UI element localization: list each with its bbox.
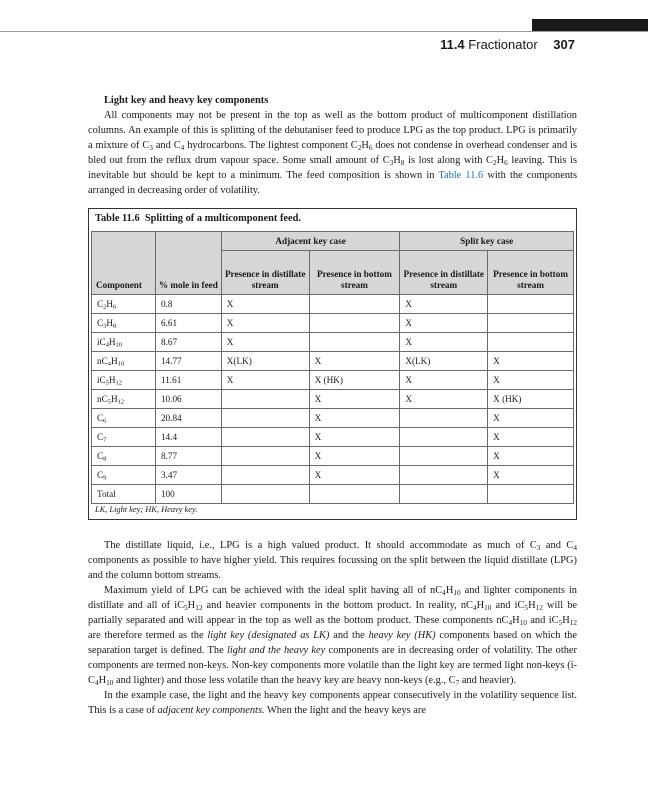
running-head [440, 37, 575, 52]
cell-sb [488, 295, 574, 314]
table-row [92, 428, 574, 447]
cell-component: $C_3H_8$ [92, 314, 156, 333]
cell-component: $nC_5H_{12}$ [92, 390, 156, 409]
cell-ab: X [309, 409, 400, 428]
cell-ad: X [221, 333, 309, 352]
table-row [92, 295, 574, 314]
table-row [92, 314, 574, 333]
cell-sb: X [488, 409, 574, 428]
cell-ad: X(LK) [221, 352, 309, 371]
cell-ab: X [309, 466, 400, 485]
cell-sb: X [488, 352, 574, 371]
cell-mole: 6.61 [155, 314, 221, 333]
table-row [92, 333, 574, 352]
page-number: 307 [553, 37, 575, 52]
cell-ad [221, 409, 309, 428]
cell-ad [221, 390, 309, 409]
cell-ab: X (HK) [309, 371, 400, 390]
cell-component: $C_9$ [92, 466, 156, 485]
cell-sd [400, 485, 488, 504]
cell-sd: X [400, 390, 488, 409]
cell-ab: X [309, 428, 400, 447]
cell-mole: 8.77 [155, 447, 221, 466]
cell-sd [400, 447, 488, 466]
group-header-adjacent: Adjacent key case [221, 232, 400, 251]
cell-sb [488, 314, 574, 333]
cell-ad: X [221, 371, 309, 390]
cell-mole: 11.61 [155, 371, 221, 390]
cell-sd [400, 466, 488, 485]
cell-sd: X [400, 295, 488, 314]
col-header-mole: % mole in feed [155, 232, 221, 295]
cell-component: $C_6$ [92, 409, 156, 428]
cell-mole: 8.67 [155, 333, 221, 352]
col-header-split-bottom: Presence in bottom stream [488, 251, 574, 295]
cell-sb: X [488, 466, 574, 485]
cell-sd [400, 428, 488, 447]
cell-component: $C_7$ [92, 428, 156, 447]
cell-ab [309, 333, 400, 352]
cell-sb: X (HK) [488, 390, 574, 409]
cell-component: $nC_4H_{10}$ [92, 352, 156, 371]
cell-sb [488, 485, 574, 504]
body-section [88, 538, 577, 718]
cell-ab [309, 295, 400, 314]
col-header-adj-distillate: Presence in distillate stream [221, 251, 309, 295]
section-number: 11.4 [440, 37, 465, 52]
cell-ad [221, 447, 309, 466]
table-row [92, 447, 574, 466]
cell-component: $iC_4H_{10}$ [92, 333, 156, 352]
cell-ab [309, 314, 400, 333]
table-row [92, 371, 574, 390]
table-row [92, 485, 574, 504]
table-row [92, 409, 574, 428]
cell-sb: X [488, 447, 574, 466]
cell-sd: X [400, 314, 488, 333]
cell-sd: X [400, 333, 488, 352]
table-title: Table 11.6 Splitting of a multicomponent feed. [95, 213, 302, 224]
section-title: Fractionator [468, 37, 538, 52]
col-header-split-distillate: Presence in distillate stream [400, 251, 488, 295]
cell-mole: 3.47 [155, 466, 221, 485]
cell-ad: X [221, 295, 309, 314]
cell-sd [400, 409, 488, 428]
intro-section [88, 93, 577, 198]
cell-sb [488, 333, 574, 352]
cell-mole: 14.77 [155, 352, 221, 371]
col-header-component: Component [92, 232, 156, 295]
section-heading: Light key and heavy key components [104, 95, 269, 106]
cell-component: Total [92, 485, 156, 504]
table-footnote: LK, Light key; HK, Heavy key. [95, 505, 198, 514]
header-rule [0, 31, 648, 32]
cell-ab: X [309, 447, 400, 466]
cell-sd: X(LK) [400, 352, 488, 371]
table-11-6 [88, 208, 577, 520]
table-row [92, 466, 574, 485]
data-table [91, 231, 574, 504]
cell-sb: X [488, 428, 574, 447]
table-row [92, 390, 574, 409]
cell-mole: 100 [155, 485, 221, 504]
cell-ad [221, 466, 309, 485]
cell-sd: X [400, 371, 488, 390]
table-reference-link[interactable]: Table 11.6 [438, 170, 484, 181]
group-header-split: Split key case [400, 232, 574, 251]
cell-ad [221, 485, 309, 504]
cell-mole: 0.8 [155, 295, 221, 314]
cell-ab [309, 485, 400, 504]
col-header-adj-bottom: Presence in bottom stream [309, 251, 400, 295]
body-paragraph-1: The distillate liquid, i.e., LPG is a high valued product. It should accommodate as much of $C_3$ and $C_4$ components as possible to have higher yield. This requires focussing on the split between the liquid distillate (LPG) and the column bottom streams. [88, 540, 577, 581]
body-paragraph-2: Maximum yield of LPG can be achieved with the ideal split having all of $nC_4H_{10}$ and lighter components in distillate and all of $iC_5H_{12}$ and heavier components in the bottom product. In reality, $nC_4H_{10}$ and $iC_5H_{12}$ will be partially separated and will appear in the top as well as the bottom product. These components $nC_4H_{10}$ and $iC_5H_{12}$ are therefore termed as the light key (designated as LK) and the heavy key (HK) components based on which the separation target is defined. The light and the heavy key components are in decreasing order of volatility. The other components are termed non-keys. Non-key components more volatile than the light key are termed light non-keys ($i-C_4H_{10}$ and lighter) and those less volatile than the heavy key are heavy non-keys (e.g., $C_7$ and heavier). [88, 585, 578, 687]
cell-ab: X [309, 352, 400, 371]
cell-component: $C_8$ [92, 447, 156, 466]
cell-ad: X [221, 314, 309, 333]
cell-ab: X [309, 390, 400, 409]
cell-mole: 20.84 [155, 409, 221, 428]
cell-mole: 10.06 [155, 390, 221, 409]
cell-component: $C_2H_6$ [92, 295, 156, 314]
cell-mole: 14.4 [155, 428, 221, 447]
cell-component: $iC_5H_{12}$ [92, 371, 156, 390]
intro-paragraph: All components may not be present in the top as well as the bottom product of multicomponent distillation columns. An example of this is splitting of the debutaniser feed to produce LPG as the top product. LPG is primarily a mixture of $C_3$ and $C_4$ hydrocarbons. The lightest component $C_2H_6$ does not condense in overhead condenser and is bled out from the reflux drum vapour space. Some small amount of $C_3H_8$ is lost along with $C_2H_6$ leaving. This is inevitable but should be kept to a minimum. The feed composition is shown in Table 11.6 with the components arranged in decreasing order of volatility. [88, 110, 577, 196]
cell-ad [221, 428, 309, 447]
cell-sb: X [488, 371, 574, 390]
body-paragraph-3: In the example case, the light and the heavy key components appear consecutively in the volatility sequence list. This is a case of adjacent key components. When the light and the heavy keys are [88, 690, 577, 716]
table-row [92, 352, 574, 371]
